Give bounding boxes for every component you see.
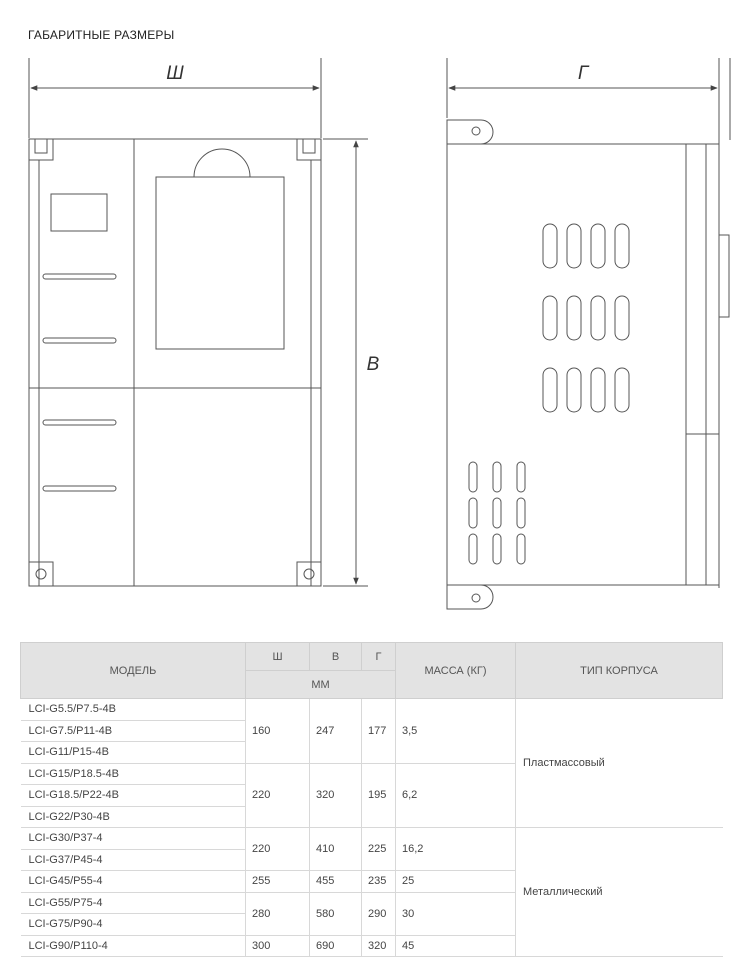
model-cell: LCI-G45/P55-4 <box>21 871 246 893</box>
width-cell: 220 <box>246 828 310 871</box>
type-cell: Металлический <box>516 828 723 957</box>
model-cell: LCI-G7.5/P11-4B <box>21 720 246 742</box>
width-cell: 160 <box>246 699 310 764</box>
depth-cell: 320 <box>362 935 396 957</box>
width-label: Ш <box>166 63 184 84</box>
model-cell: LCI-G30/P37-4 <box>21 828 246 850</box>
width-cell: 255 <box>246 871 310 893</box>
width-cell: 220 <box>246 763 310 828</box>
header-type: ТИП КОРПУСА <box>516 643 723 699</box>
header-width: Ш <box>246 643 310 671</box>
table-row <box>21 828 723 850</box>
mass-cell: 3,5 <box>396 699 516 764</box>
header-model: МОДЕЛЬ <box>21 643 246 699</box>
model-cell: LCI-G15/P18.5-4B <box>21 763 246 785</box>
mass-cell: 25 <box>396 871 516 893</box>
header-height: В <box>310 643 362 671</box>
model-cell: LCI-G37/P45-4 <box>21 849 246 871</box>
model-cell: LCI-G18.5/P22-4B <box>21 785 246 807</box>
height-cell: 455 <box>310 871 362 893</box>
height-cell: 247 <box>310 699 362 764</box>
depth-cell: 195 <box>362 763 396 828</box>
type-cell: Пластмассовый <box>516 699 723 828</box>
mass-cell: 45 <box>396 935 516 957</box>
model-cell: LCI-G22/P30-4B <box>21 806 246 828</box>
model-cell: LCI-G5.5/P7.5-4B <box>21 699 246 721</box>
height-cell: 320 <box>310 763 362 828</box>
depth-label: Г <box>577 63 589 84</box>
model-cell: LCI-G75/P90-4 <box>21 914 246 936</box>
model-cell: LCI-G55/P75-4 <box>21 892 246 914</box>
height-cell: 690 <box>310 935 362 957</box>
height-label: В <box>366 354 380 375</box>
table-row <box>21 699 723 721</box>
depth-cell: 235 <box>362 871 396 893</box>
mass-cell: 16,2 <box>396 828 516 871</box>
header-depth: Г <box>362 643 396 671</box>
height-cell: 580 <box>310 892 362 935</box>
depth-cell: 290 <box>362 892 396 935</box>
depth-cell: 225 <box>362 828 396 871</box>
width-cell: 300 <box>246 935 310 957</box>
height-cell: 410 <box>310 828 362 871</box>
header-unit: ММ <box>246 671 396 699</box>
mass-cell: 30 <box>396 892 516 935</box>
model-cell: LCI-G90/P110-4 <box>21 935 246 957</box>
depth-cell: 177 <box>362 699 396 764</box>
side-view <box>447 58 730 609</box>
page-heading: ГАБАРИТНЫЕ РАЗМЕРЫ <box>28 28 175 42</box>
front-view <box>29 58 368 586</box>
mass-cell: 6,2 <box>396 763 516 828</box>
model-cell: LCI-G11/P15-4B <box>21 742 246 764</box>
width-cell: 280 <box>246 892 310 935</box>
header-mass: МАССА (КГ) <box>396 643 516 699</box>
dimensions-table <box>20 642 723 957</box>
